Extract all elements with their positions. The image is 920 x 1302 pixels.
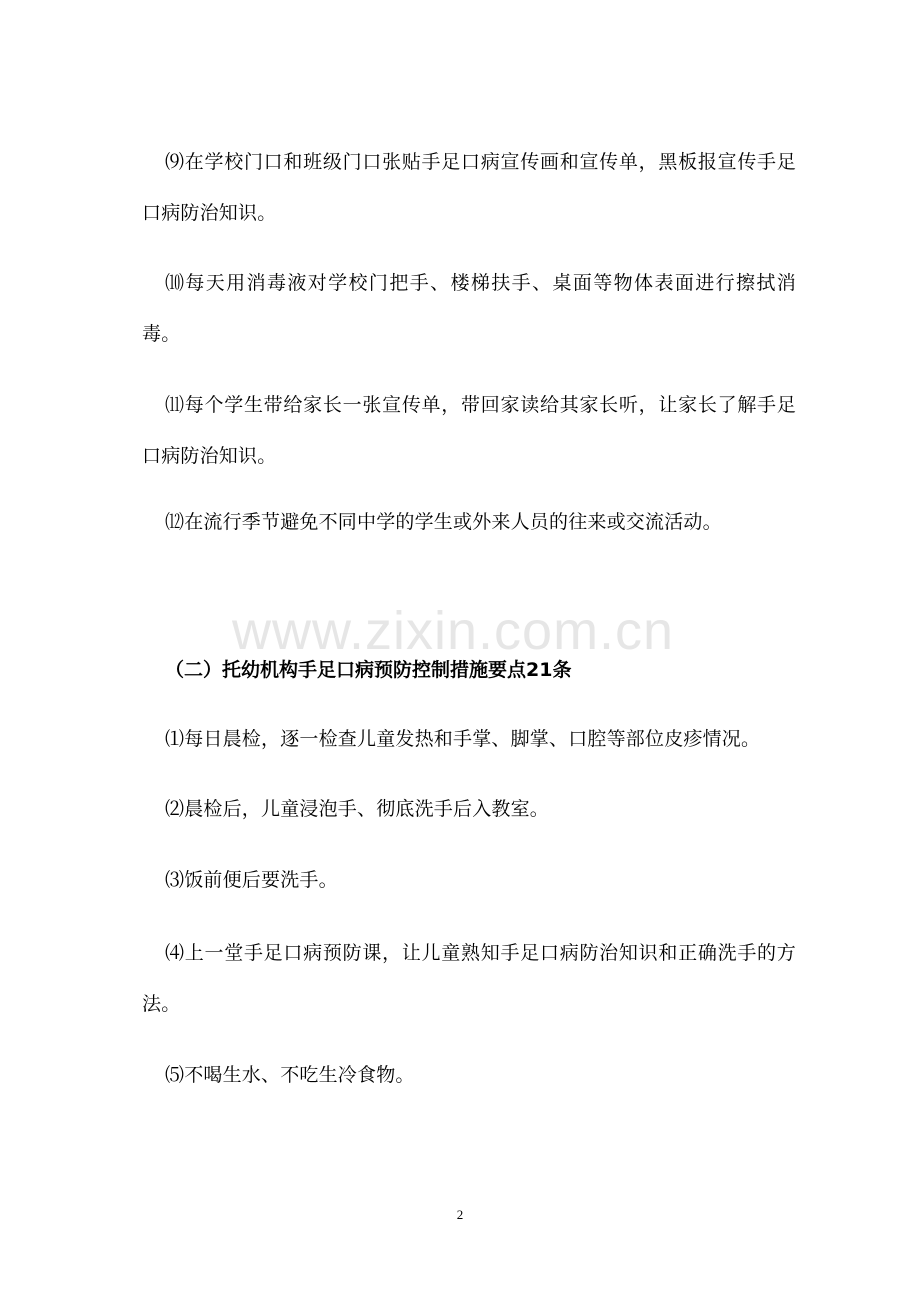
paragraph-item-10: ⑽每天用消毒液对学校门把手、楼梯扶手、桌面等物体表面进行擦拭消毒。 bbox=[142, 272, 796, 345]
paragraph-item-3: ⑶饭前便后要洗手。 bbox=[165, 869, 338, 891]
paragraph-item-9: ⑼在学校门口和班级门口张贴手足口病宣传画和宣传单，黑板报宣传手足口病防治知识。 bbox=[142, 151, 796, 224]
paragraph-item-12: ⑿在流行季节避免不同中学的学生或外来人员的往来或交流活动。 bbox=[165, 511, 722, 533]
paragraph-item-1: ⑴每日晨检，逐一检查儿童发热和手掌、脚掌、口腔等部位皮疹情况。 bbox=[165, 728, 761, 750]
paragraph-item-5: ⑸不喝生水、不吃生冷食物。 bbox=[165, 1064, 415, 1086]
watermark: www.zixin.com.cn bbox=[232, 601, 675, 661]
paragraph-item-2: ⑵晨检后，儿童浸泡手、彻底洗手后入教室。 bbox=[165, 798, 550, 820]
page-number: 2 bbox=[456, 1207, 464, 1222]
paragraph-item-4: ⑷上一堂手足口病预防课，让儿童熟知手足口病防治知识和正确洗手的方法。 bbox=[142, 942, 796, 1015]
paragraph-item-11: ⑾每个学生带给家长一张宣传单，带回家读给其家长听，让家长了解手足口病防治知识。 bbox=[142, 394, 796, 467]
section-heading: （二）托幼机构手足口病预防控制措施要点21条 bbox=[165, 659, 572, 681]
